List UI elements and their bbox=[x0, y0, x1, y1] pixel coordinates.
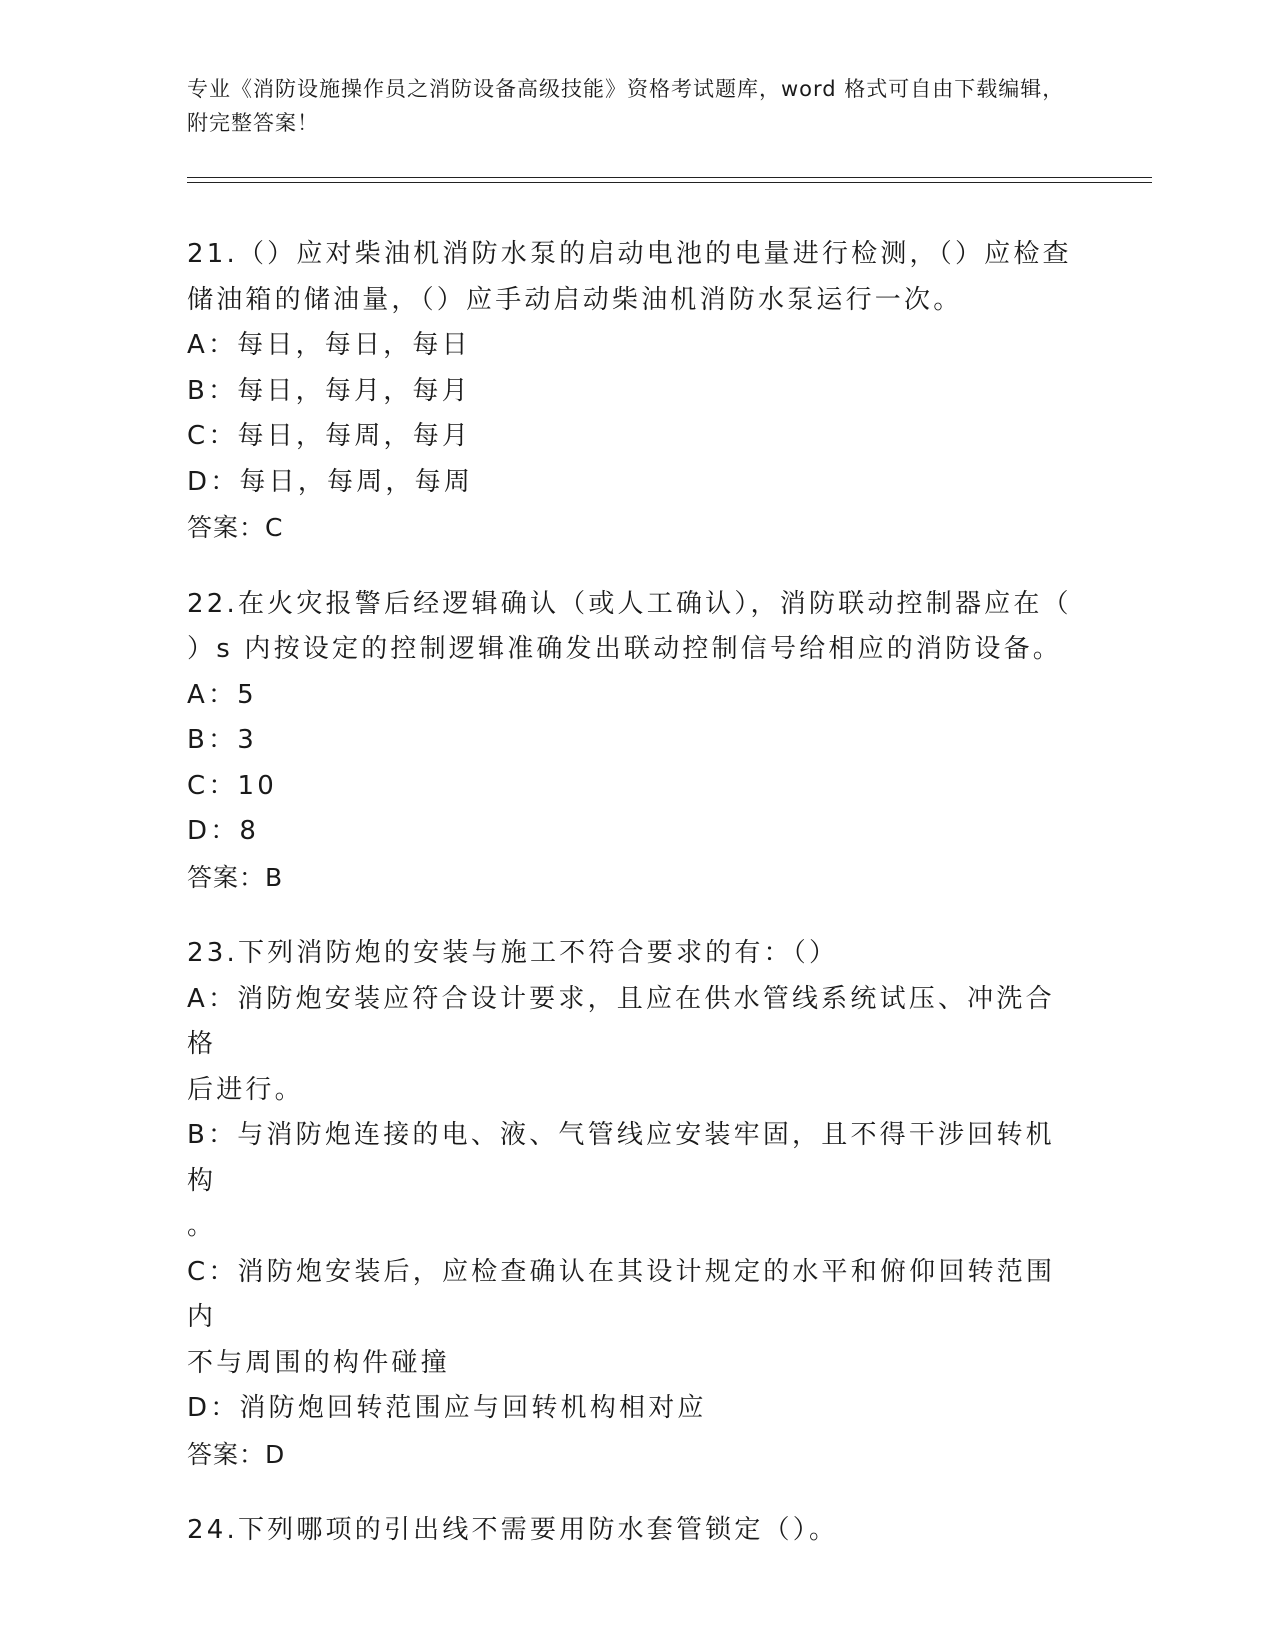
question-list bbox=[187, 232, 1077, 1585]
option-b: B：与消防炮连接的电、液、气管线应安装牢固，且不得干涉回转机构 bbox=[187, 1120, 1055, 1196]
question-22 bbox=[187, 582, 1077, 901]
option-a: A：每日，每日，每日 bbox=[187, 330, 471, 360]
question-stem-line: 22.在火灾报警后经逻辑确认（或人工确认），消防联动控制器应在（ bbox=[187, 588, 1072, 619]
question-23 bbox=[187, 931, 1077, 1477]
option-a-continued: 后进行。 bbox=[187, 1074, 304, 1105]
question-24 bbox=[187, 1508, 1077, 1554]
option-b-continued: 。 bbox=[187, 1211, 217, 1241]
document-header: 专业《消防设施操作员之消防设备高级技能》资格考试题库，word 格式可自由下载编辑，附完整答案！ bbox=[187, 77, 1065, 135]
answer-label: 答案：C bbox=[187, 513, 284, 542]
question-stem-line: 23.下列消防炮的安装与施工不符合要求的有：（） bbox=[187, 938, 839, 968]
header-divider-top bbox=[187, 177, 1152, 178]
answer-label: 答案：D bbox=[187, 1439, 286, 1469]
option-c: C：10 bbox=[187, 770, 278, 801]
question-stem-line: 21.（）应对柴油机消防水泵的启动电池的电量进行检测，（）应检查 bbox=[187, 239, 1072, 269]
option-a: A：5 bbox=[187, 679, 257, 710]
option-c: C：每日，每周，每月 bbox=[187, 421, 472, 451]
option-c: C：消防炮安装后，应检查确认在其设计规定的水平和俯仰回转范围内 bbox=[187, 1256, 1056, 1332]
question-stem-line: 储油箱的储油量，（）应手动启动柴油机消防水泵运行一次。 bbox=[187, 284, 963, 315]
option-d: D：消防炮回转范围应与回转机构相对应 bbox=[187, 1393, 707, 1423]
option-b: B：3 bbox=[187, 725, 257, 755]
option-a: A：消防炮安装应符合设计要求，且应在供水管线系统试压、冲洗合格 bbox=[187, 983, 1055, 1059]
option-c-continued: 不与周围的构件碰撞 bbox=[187, 1347, 450, 1378]
option-d: D：每日，每周，每周 bbox=[187, 466, 474, 497]
option-d: D：8 bbox=[187, 816, 260, 846]
question-stem-line: ）s 内按设定的控制逻辑准确发出联动控制信号给相应的消防设备。 bbox=[187, 634, 1063, 664]
header-divider-bottom bbox=[187, 182, 1152, 183]
question-21 bbox=[187, 232, 1077, 551]
question-stem-line: 24.下列哪项的引出线不需要用防水套管锁定（）。 bbox=[187, 1515, 839, 1545]
option-b: B：每日，每月，每月 bbox=[187, 375, 471, 406]
answer-label: 答案：B bbox=[187, 862, 284, 892]
